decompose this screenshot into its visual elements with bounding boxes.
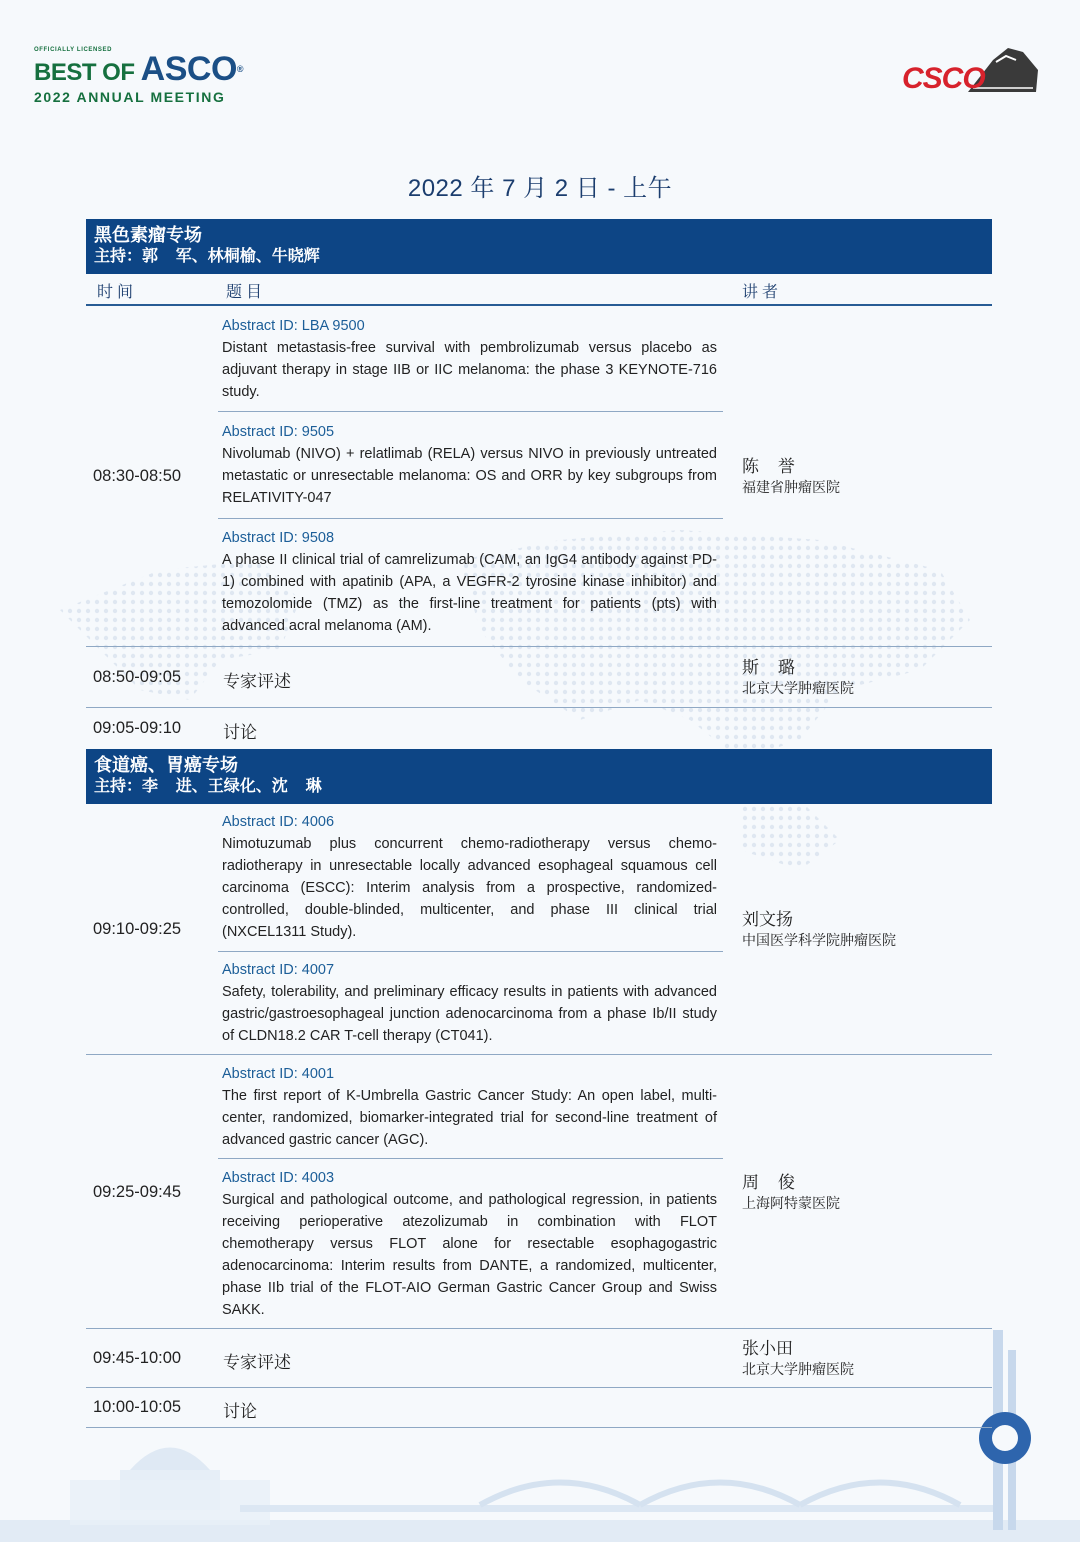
divider [86,646,992,647]
divider [218,951,723,952]
abstract-item [222,1167,717,1321]
abstract-title: Nivolumab (NIVO) + relatlimab (RELA) versus NIVO in previously untreated metastatic or unresectable melanoma: OS and ORR by key subgroups from RELATIVITY-047 [222,446,717,506]
speaker-name: 周 俊 [742,1173,795,1192]
column-header-topic: 题目 [226,284,267,301]
abstract-item [222,421,717,509]
speaker-name: 陈 誉 [742,457,795,476]
abstract-title: A phase II clinical trial of camrelizumab (CAM, an IgG4 antibody against PD-1) combined with apatinib (APA, a VEGFR-2 tyrosine kinase inhibitor) and temozolomide (TMZ) as the first-line treatment for patients (pts) with advanced acral melanoma (AM). [222,552,717,634]
speaker [742,658,854,698]
column-header-speaker: 讲者 [742,284,783,301]
session-header-esophageal-gastric [86,749,992,804]
speaker-institution: 上海阿特蒙医院 [742,1195,840,1211]
time-slot: 08:50-09:05 [93,668,182,686]
topic-discussion: 讨论 [223,1402,257,1421]
abstract-title: Distant metastasis-free survival with pembrolizumab versus placebo as adjuvant therapy in stage IIB or IIC melanoma: the phase 3 KEYNOTE-716 study. [222,340,717,400]
csco-logo [898,40,1048,100]
speaker-name: 张小田 [742,1339,793,1358]
abstract-title: The first report of K-Umbrella Gastric Cancer Study: An open label, multi-center, randomized, biomarker-integrated trial for second-line treatment of advanced gastric cancer (AGC). [222,1088,717,1148]
asco-registered-mark: ® [236,64,244,74]
asco-name: ASCO [140,50,237,88]
abstract-id: Abstract ID: 4003 [222,1170,335,1186]
abstract-item [222,959,717,1047]
date-title: 2022 年 7 月 2 日 - 上午 [407,175,673,202]
abstract-id: Abstract ID: 4006 [222,814,335,830]
abstract-id: Abstract ID: 9508 [222,530,335,546]
abstract-item [222,1063,717,1151]
speaker-institution: 福建省肿瘤医院 [742,479,840,495]
speaker [742,1173,840,1213]
csco-name: CSCO [902,62,985,95]
divider [86,1328,992,1329]
asco-best-of: BEST OF [34,59,141,86]
abstract-item [222,527,717,637]
session-hosts: 主持：李 进、王绿化、沈 琳 [94,778,322,795]
divider [86,1427,992,1428]
asco-meeting-name: 2022 ANNUAL MEETING [34,89,226,105]
abstract-item [222,811,717,943]
session-hosts: 主持：郭 军、林桐榆、牛晓辉 [94,248,320,265]
speaker-institution: 北京大学肿瘤医院 [742,1361,854,1377]
abstract-id: Abstract ID: 4007 [222,962,335,978]
time-slot: 08:30-08:50 [93,467,182,485]
abstract-id: Abstract ID: 9505 [222,424,335,440]
time-slot: 09:10-09:25 [93,920,182,938]
time-slot: 10:00-10:05 [93,1398,182,1416]
speaker [742,1339,854,1379]
abstract-title: Safety, tolerability, and preliminary efficacy results in patients with advanced gastric/gastroesophageal junction adenocarcinoma from a phase Ib/II study of CLDN18.2 CAR T-cell therapy (CT041). [222,984,717,1044]
speaker [742,910,896,950]
session-title: 黑色素瘤专场 [94,225,202,245]
topic-discussion: 讨论 [223,723,257,742]
time-slot: 09:05-09:10 [93,719,182,737]
divider [86,1387,992,1388]
column-header-time: 时间 [97,284,138,301]
abstract-id: Abstract ID: LBA 9500 [222,318,365,334]
abstract-id: Abstract ID: 4001 [222,1066,335,1082]
topic-expert-review: 专家评述 [223,672,291,691]
session-title: 食道癌、胃癌专场 [94,755,238,775]
abstract-title: Nimotuzumab plus concurrent chemo-radiotherapy versus chemo-radiotherapy in unresectable locally advanced esophageal squamous cell carcinoma (ESCC): Interim analysis from a prospective, randomized-controlled, double-blinded, multicenter, and phase III clinical trial (NXCEL1311 Study). [222,836,717,940]
session-header-melanoma [86,219,992,274]
divider [218,1158,723,1159]
divider [86,707,992,708]
time-slot: 09:45-10:00 [93,1349,182,1367]
divider [86,304,992,306]
divider [86,1054,992,1055]
abstract-item [222,315,717,403]
topic-expert-review: 专家评述 [223,1353,291,1372]
divider [218,518,723,519]
speaker-institution: 中国医学科学院肿瘤医院 [742,932,896,948]
speaker-name: 刘文扬 [742,910,793,929]
divider [218,411,723,412]
asco-officially-licensed: OFFICIALLY LICENSED [34,47,113,53]
speaker-name: 斯 璐 [742,658,795,677]
speaker [742,457,840,497]
abstract-title: Surgical and pathological outcome, and pathological regression, in patients receiving perioperative atezolizumab in combination with FLOT chemotherapy versus FLOT alone for resectable esophagogastric adenocarcinoma: Interim results from DANTE, a randomized, multicenter, phase IIb trial of the FLOT-AIO German Gastric Cancer Group and Swiss SAKK. [222,1192,717,1318]
time-slot: 09:25-09:45 [93,1183,182,1201]
asco-logo [34,46,264,105]
speaker-institution: 北京大学肿瘤医院 [742,680,854,696]
